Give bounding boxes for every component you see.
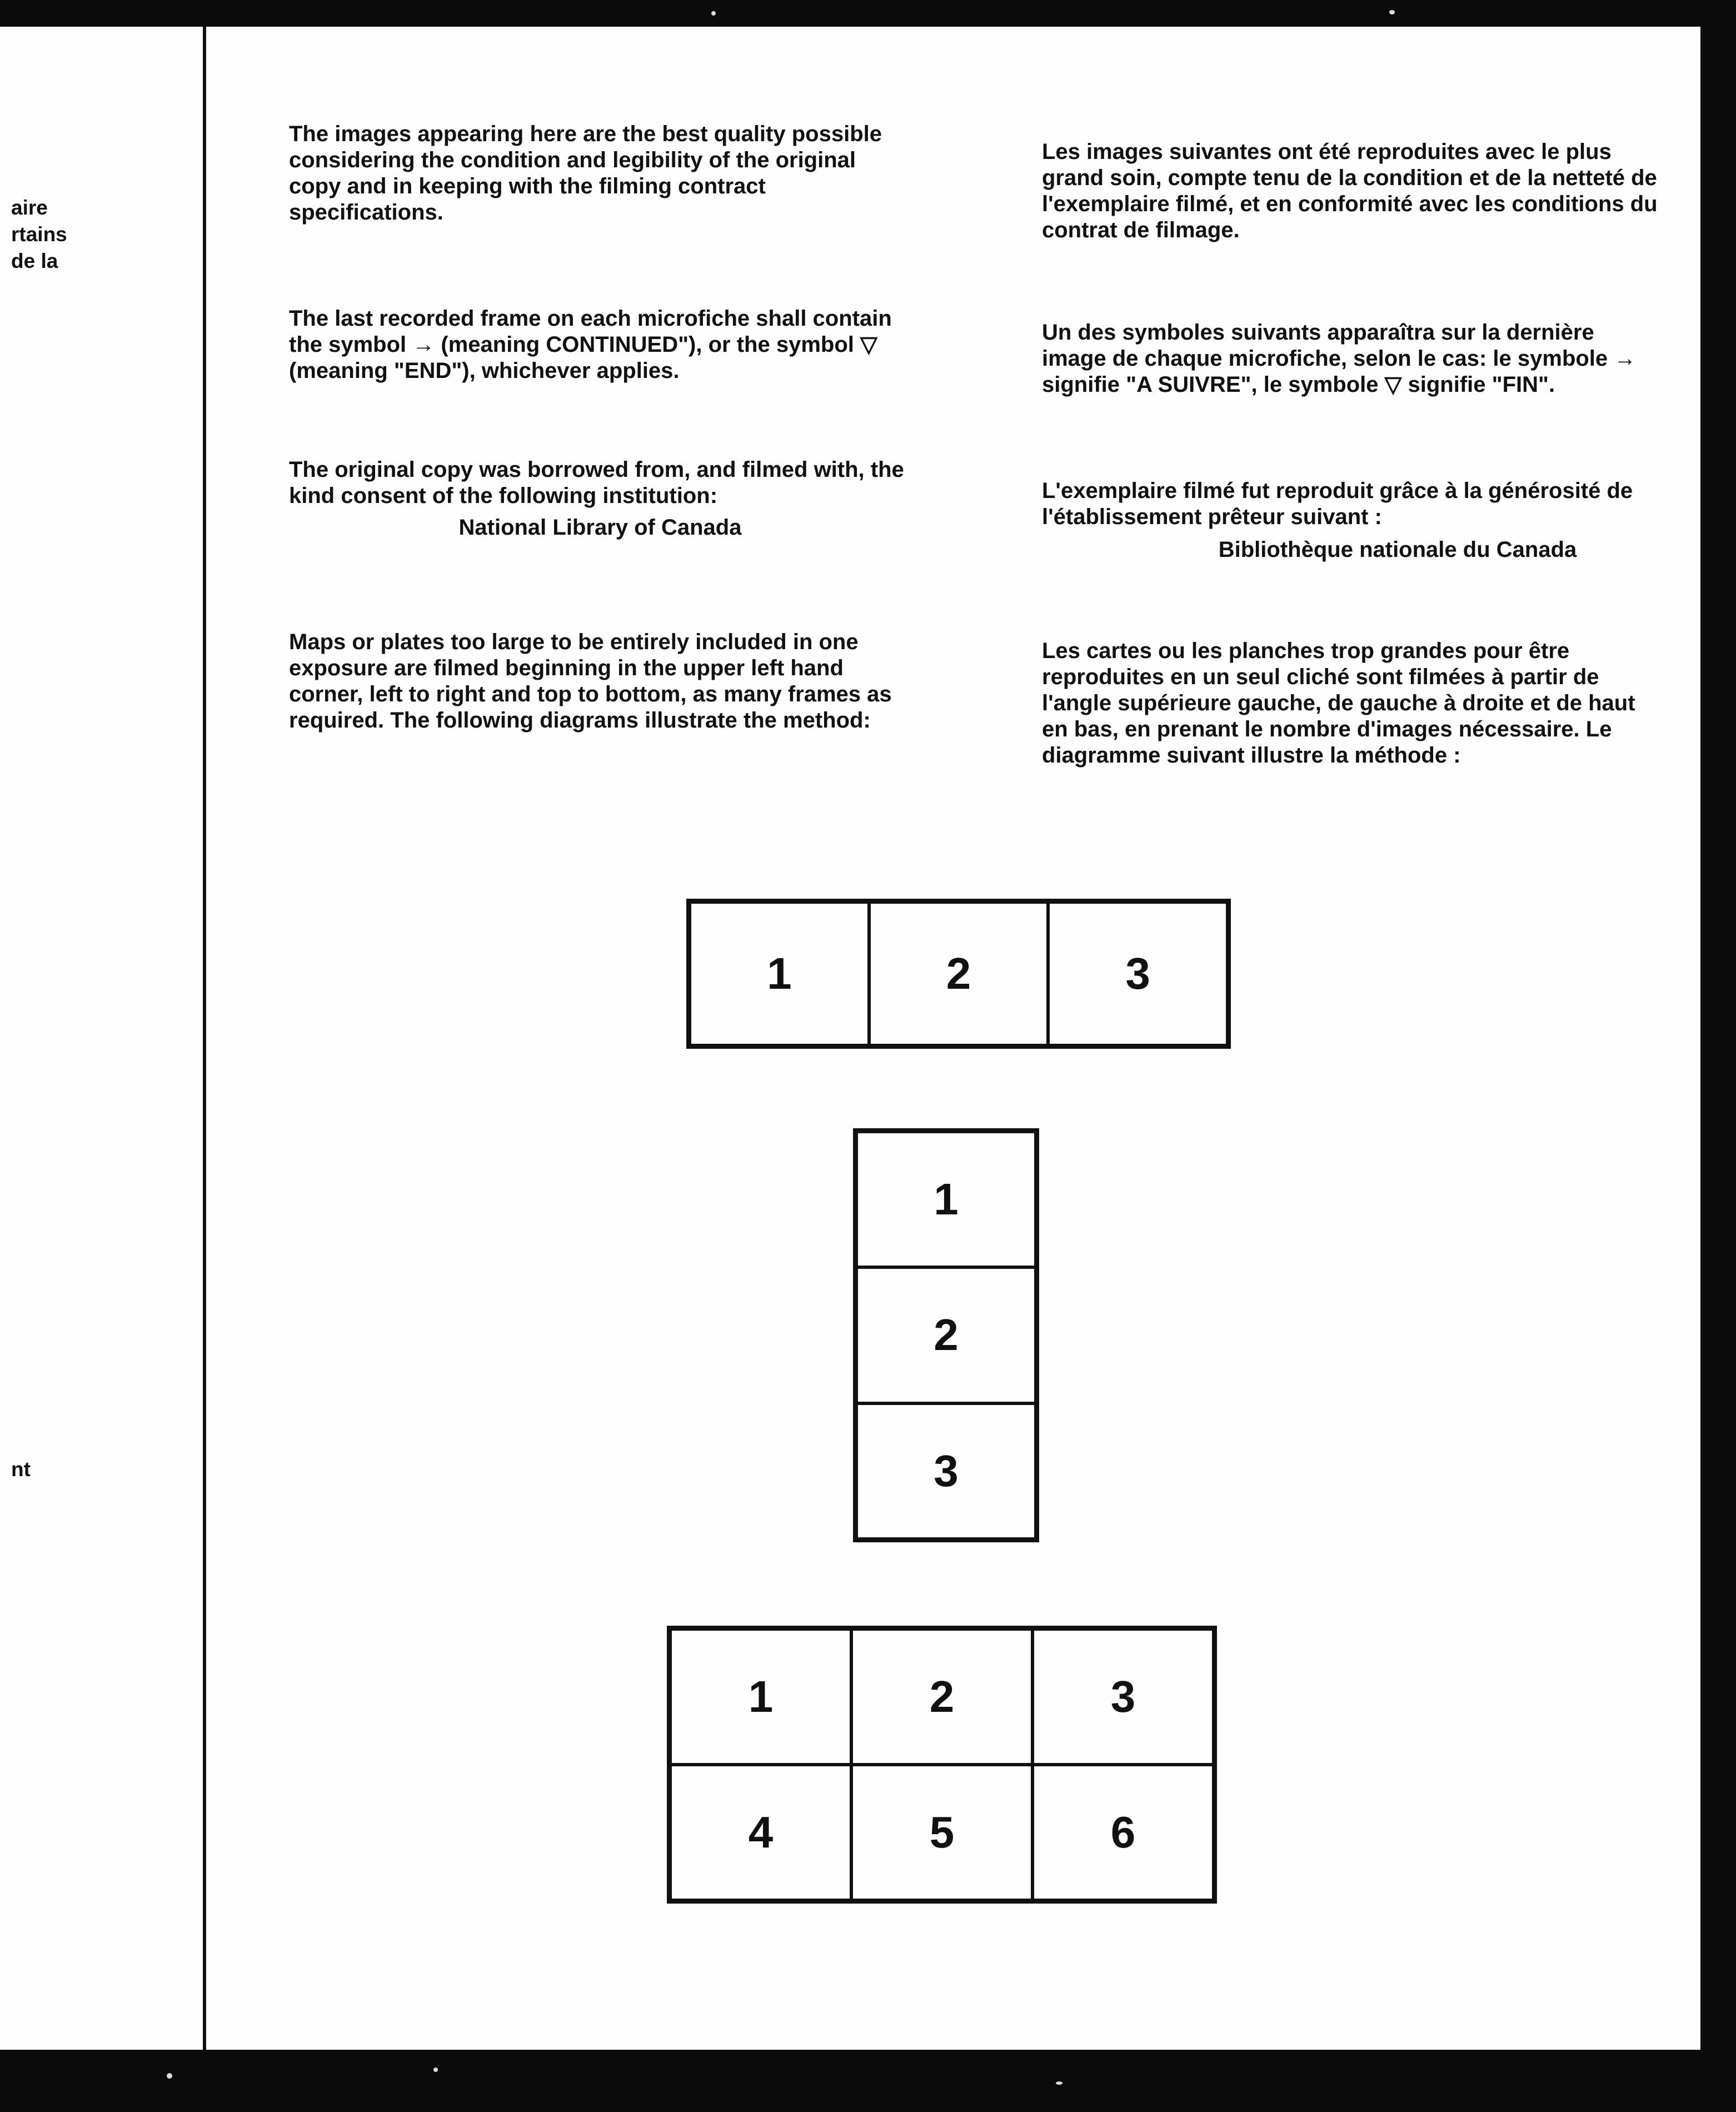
film-speck: [711, 11, 716, 16]
french-symbol-text-c: signifie "FIN".: [1408, 372, 1555, 397]
frame-cell: 3: [1048, 902, 1228, 1045]
film-speck: [167, 2073, 172, 2079]
french-quality-text: Les images suivantes ont été reproduites avec le plus grand soin, compte tenu de la condition et de la netteté de l'exemplaire filmé, et en conformité avec les conditions du contrat de filmage.: [1042, 140, 1658, 242]
french-para-2: [1042, 320, 1664, 398]
frame-cell: 1: [670, 1629, 851, 1765]
frame-cell: 5: [851, 1765, 1032, 1900]
french-institution: Bibliothèque nationale du Canada: [1218, 537, 1577, 562]
english-symbol-text-a: The last recorded frame on each microfiche shall contain the symbol: [289, 306, 892, 357]
triangle-icon: ▽: [860, 332, 877, 357]
frame-cell: 2: [869, 902, 1049, 1045]
french-maps-text: Les cartes ou les planches trop grandes pour être reproduites en un seul cliché sont filmées à partir de l'angle supérieure gauche, de gauche à droite et de haut en bas, en prenant le nombre d'images nécessaire. Le diagramme suivant illustre la méthode :: [1042, 639, 1635, 768]
diagram-column: [853, 1128, 1039, 1542]
french-para-4: [1042, 638, 1664, 769]
left-fragment-3: de la: [11, 250, 58, 272]
frame-cell: 1: [856, 1132, 1036, 1267]
left-fragment-4: nt: [11, 1458, 31, 1481]
arrow-icon: →: [1614, 346, 1637, 371]
left-fragment-2: rtains: [11, 223, 67, 246]
triangle-icon: ▽: [1384, 372, 1402, 397]
english-para-1: [289, 121, 911, 226]
french-symbol-text-b: signifie "A SUIVRE", le symbole: [1042, 372, 1379, 397]
english-para-4: [289, 629, 911, 734]
film-speck: [1056, 2081, 1062, 2085]
frame-cell: 2: [856, 1267, 1036, 1403]
english-symbol-text-c: (meaning "END"), whichever applies.: [289, 358, 680, 383]
english-institution: National Library of Canada: [458, 515, 742, 540]
frame-cell: 4: [670, 1765, 851, 1900]
french-para-3: [1042, 478, 1664, 563]
frame-cell: 1: [690, 902, 869, 1045]
film-speck: [1389, 10, 1395, 14]
english-maps-text: Maps or plates too large to be entirely included in one exposure are filmed beginning in the upper left hand corner, left to right and top to bottom, as many frames as required. The following diagrams illustrate the method:: [289, 630, 892, 733]
diagram-row: [686, 899, 1231, 1049]
diagram-grid: [667, 1626, 1217, 1904]
english-consent-text: The original copy was borrowed from, and filmed with, the kind consent of the following institution:: [289, 457, 904, 508]
english-para-3: [289, 457, 911, 541]
english-quality-text: The images appearing here are the best quality possible considering the condition and legibility of the original copy and in keeping with the filming contract specifications.: [289, 122, 882, 225]
film-speck: [433, 2068, 438, 2072]
english-symbol-text: [289, 306, 911, 384]
previous-page-strip: [0, 27, 206, 2050]
frame-cell: 2: [851, 1629, 1032, 1765]
french-symbol-text-a: Un des symboles suivants apparaîtra sur la dernière image de chaque microfiche, selon le cas: le symbole: [1042, 320, 1608, 371]
french-para-1: [1042, 139, 1664, 243]
frame-cell: 6: [1032, 1765, 1214, 1900]
frame-cell: 3: [1032, 1629, 1214, 1765]
english-symbol-text-b: (meaning CONTINUED"), or the symbol: [441, 332, 854, 357]
arrow-icon: →: [412, 332, 435, 357]
french-consent-text: L'exemplaire filmé fut reproduit grâce à la générosité de l'établissement prêteur suivant :: [1042, 479, 1633, 529]
english-para-2: [289, 306, 911, 384]
left-fragment-1: aire: [11, 196, 48, 219]
french-symbol-text: [1042, 320, 1664, 398]
frame-cell: 3: [856, 1403, 1036, 1539]
